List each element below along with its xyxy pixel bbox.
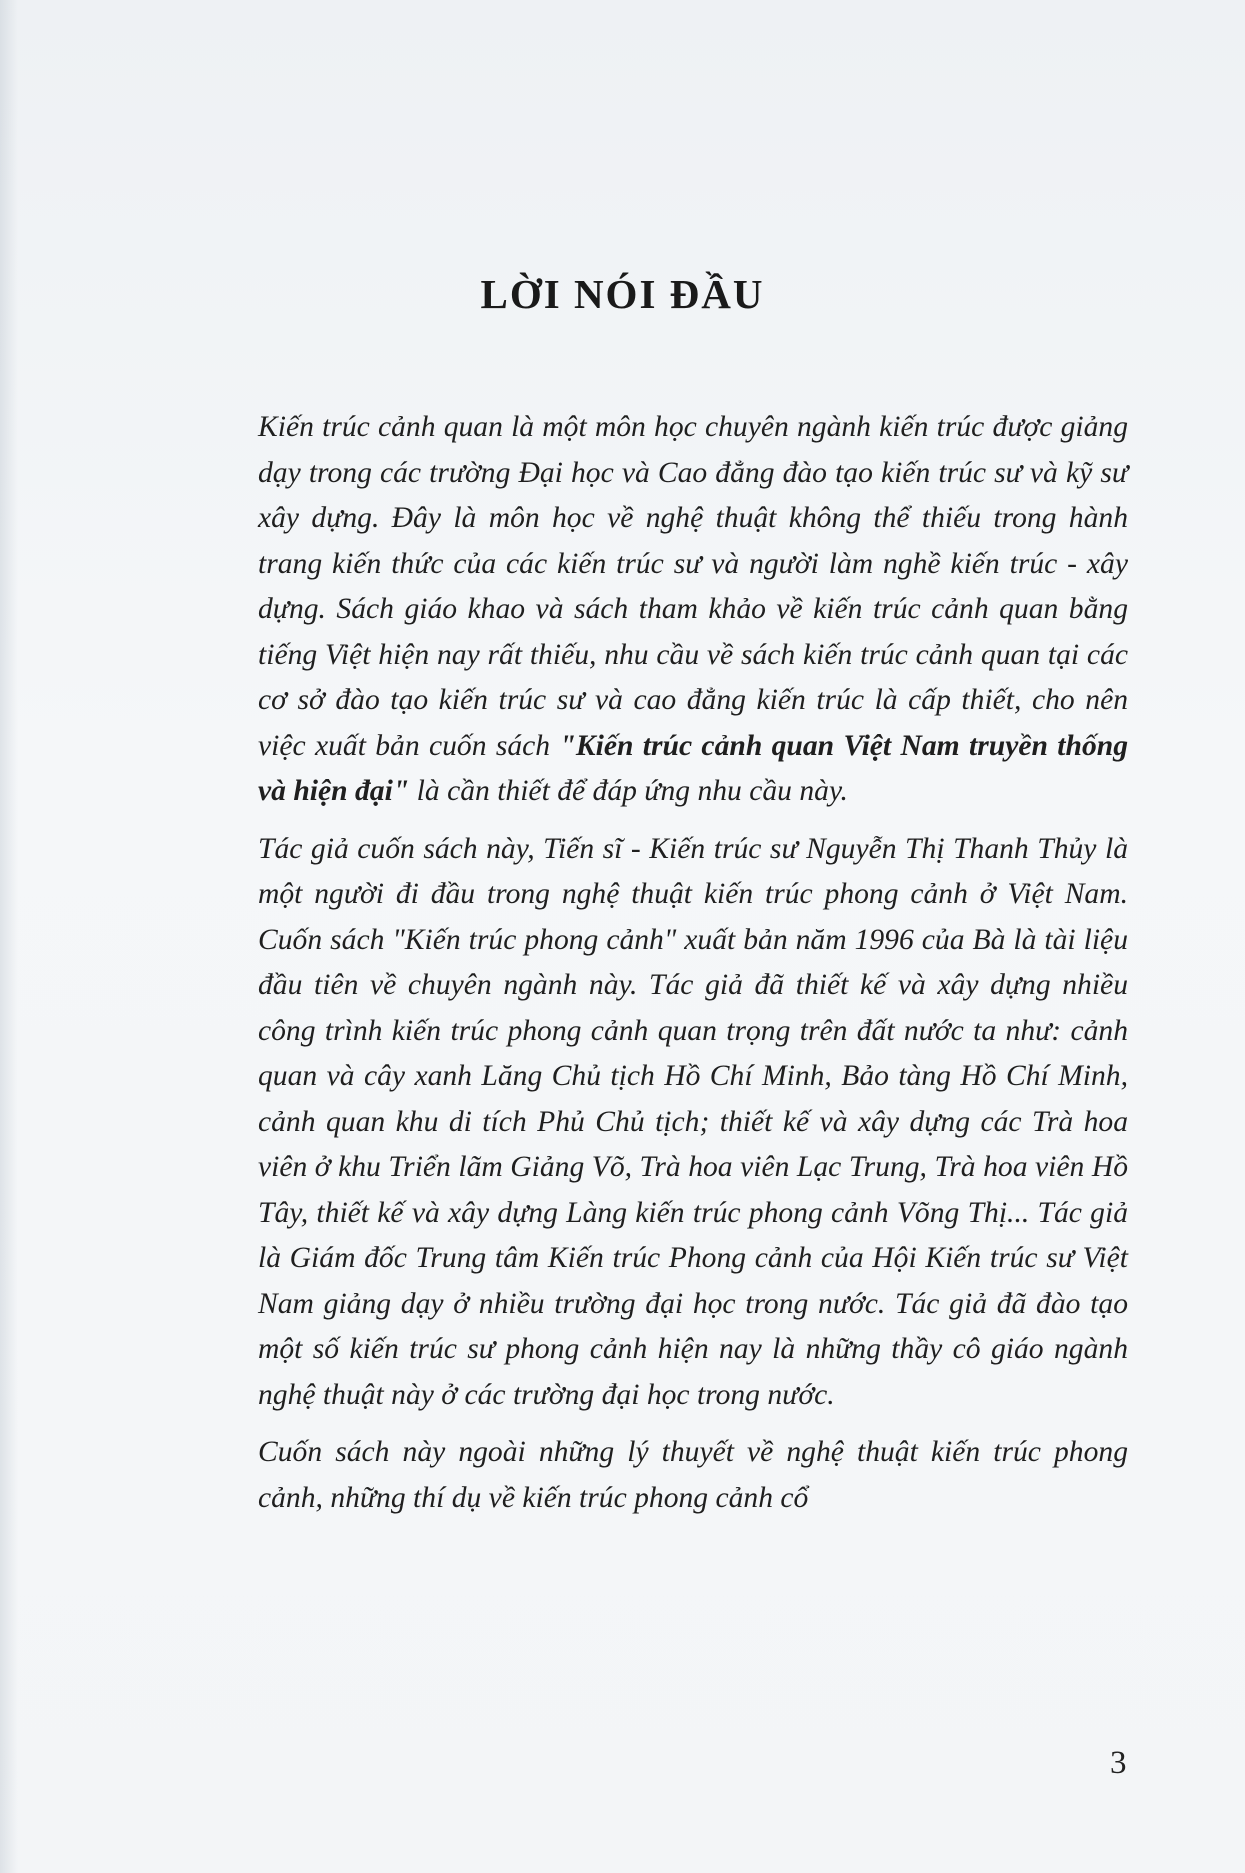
book-title-run: "Kiến trúc cảnh quan Việt Nam truyền thống và hiện đại" bbox=[258, 729, 1129, 807]
paragraph bbox=[258, 827, 1128, 1419]
page-heading: LỜI NÓI ĐẦU bbox=[480, 271, 765, 317]
paragraph bbox=[258, 405, 1128, 815]
page-number: 3 bbox=[1110, 1745, 1127, 1781]
text-run: Tác giả cuốn sách này, Tiến sĩ - Kiến trúc sư Nguyễn Thị Thanh Thủy là một người đi đầu trong nghệ thuật kiến trúc phong cảnh ở Việt Nam. Cuốn sách "Kiến trúc phong cảnh" xuất bản năm 1996 của Bà là tài liệu đầu tiên về chuyên ngành này. Tác giả đã thiết kế và xây dựng nhiều công trình kiến trúc phong cảnh quan trọng trên đất nước ta như: cảnh quan và cây xanh Lăng Chủ tịch Hồ Chí Minh, Bảo tàng Hồ Chí Minh, cảnh quan khu di tích Phủ Chủ tịch; thiết kế và xây dựng các Trà hoa viên ở khu Triển lãm Giảng Võ, Trà hoa viên Lạc Trung, Trà hoa viên Hồ Tây, thiết kế và xây dựng Làng kiến trúc phong cảnh Võng Thị... Tác giả là Giám đốc Trung tâm Kiến trúc Phong cảnh của Hội Kiến trúc sư Việt Nam giảng dạy ở nhiều trường đại học trong nước. Tác giả đã đào tạo một số kiến trúc sư phong cảnh hiện nay là những thầy cô giáo ngành nghệ thuật này ở các trường đại học trong nước. bbox=[258, 832, 1128, 1411]
text-run: Kiến trúc cảnh quan là một môn học chuyên ngành kiến trúc được giảng dạy trong các trường Đại học và Cao đẳng đào tạo kiến trúc sư và kỹ sư xây dựng. Đây là môn học về nghệ thuật không thể thiếu trong hành trang kiến thức của các kiến trúc sư và người làm nghề kiến trúc - xây dựng. Sách giáo khao và sách tham khảo về kiến trúc cảnh quan bằng tiếng Việt hiện nay rất thiếu, nhu cầu về sách kiến trúc cảnh quan tại các cơ sở đào tạo kiến trúc sư và cao đẳng kiến trúc là cấp thiết, cho nên việc xuất bản cuốn sách bbox=[258, 411, 1128, 762]
preface-body bbox=[258, 405, 1128, 1521]
text-run: Cuốn sách này ngoài những lý thuyết về nghệ thuật kiến trúc phong cảnh, những thí dụ về kiến trúc phong cảnh cổ bbox=[258, 1436, 1128, 1514]
text-run: là cần thiết để đáp ứng nhu cầu này. bbox=[409, 775, 848, 807]
paragraph bbox=[258, 1430, 1128, 1521]
